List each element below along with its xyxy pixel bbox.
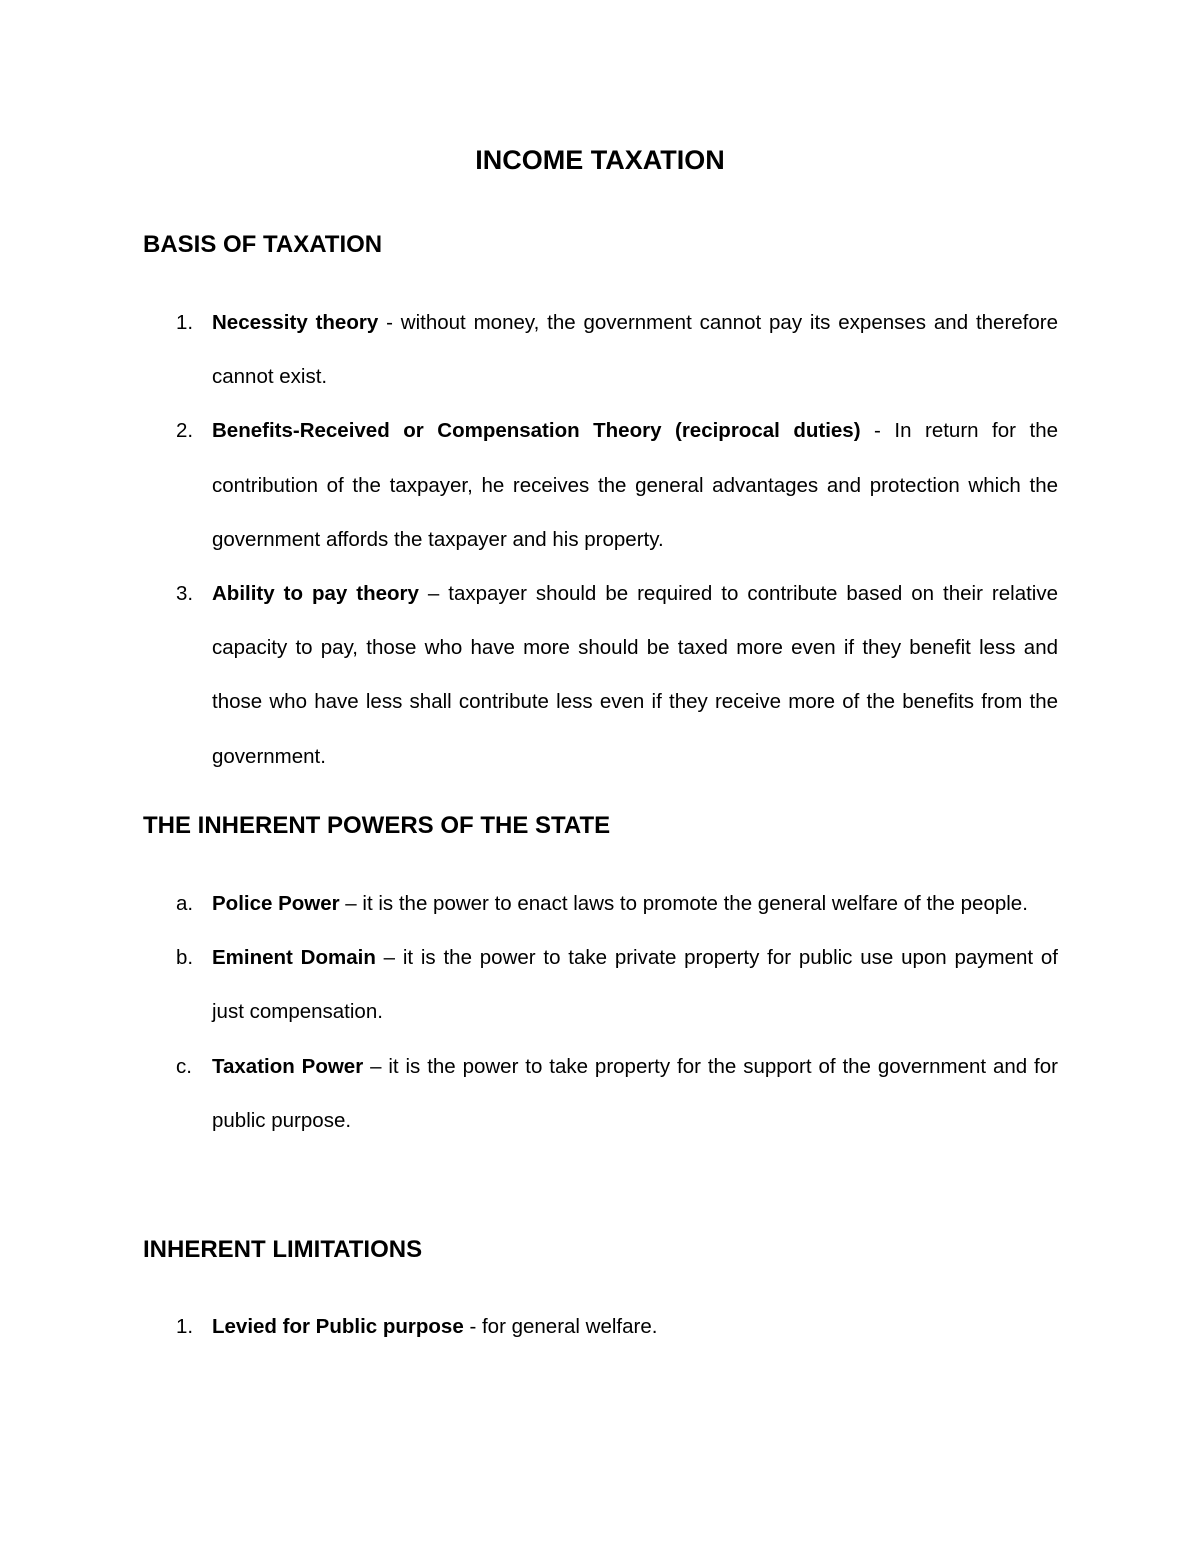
list-item-text: – it is the power to take property for the support of the government and for public purpose.	[212, 1054, 1058, 1132]
list-item	[143, 296, 1058, 404]
list-item	[143, 931, 1058, 1039]
list-item-term: Police Power	[212, 892, 340, 915]
document-title: INCOME TAXATION	[475, 145, 725, 175]
section-heading-basis-of-taxation: BASIS OF TAXATION	[143, 231, 383, 258]
list-item-term: Benefits-Received or Compensation Theory (reciprocal duties)	[212, 419, 861, 443]
list-item-text: - without money, the government cannot pay its expenses and therefore cannot exist.	[212, 311, 1058, 389]
list-item-term: Taxation Power	[212, 1054, 364, 1078]
basis-of-taxation-list	[143, 296, 1058, 784]
list-item	[143, 567, 1058, 784]
section-heading-inherent-limitations: INHERENT LIMITATIONS	[143, 1236, 423, 1263]
list-marker: a.	[176, 892, 194, 915]
list-marker: 1.	[176, 311, 194, 334]
list-item-text: – taxpayer should be required to contribute based on their relative capacity to pay, those who have more should be taxed more even if they benefit less and those who have less shall contribute less even if they receive more of the benefits from the government.	[212, 582, 1058, 768]
list-item	[143, 1040, 1058, 1148]
section-heading-inherent-powers: THE INHERENT POWERS OF THE STATE	[143, 812, 611, 839]
list-item-text: – it is the power to enact laws to promote the general welfare of the people.	[339, 892, 1028, 915]
list-item-term: Ability to pay theory	[212, 582, 419, 606]
inherent-limitations-list	[143, 1300, 1058, 1354]
list-item-term: Levied for Public purpose	[212, 1315, 464, 1338]
list-item-text: - In return for the contribution of the taxpayer, he receives the general advantages and protection which the government affords the taxpayer and his property.	[212, 419, 1058, 551]
list-item-text: - for general welfare.	[463, 1315, 658, 1338]
list-marker: 3.	[176, 582, 194, 606]
list-marker: 2.	[176, 419, 194, 443]
list-marker: 1.	[176, 1315, 194, 1338]
list-item	[143, 404, 1058, 567]
list-item-term: Eminent Domain	[212, 946, 376, 970]
list-marker: b.	[176, 946, 194, 970]
list-item-term: Necessity theory	[212, 311, 379, 334]
list-marker: c.	[176, 1054, 192, 1078]
list-item-text: – it is the power to take private property for public use upon payment of just compensation.	[212, 946, 1058, 1024]
list-item	[143, 877, 1058, 931]
list-item	[143, 1300, 1058, 1354]
inherent-powers-list	[143, 877, 1058, 1148]
